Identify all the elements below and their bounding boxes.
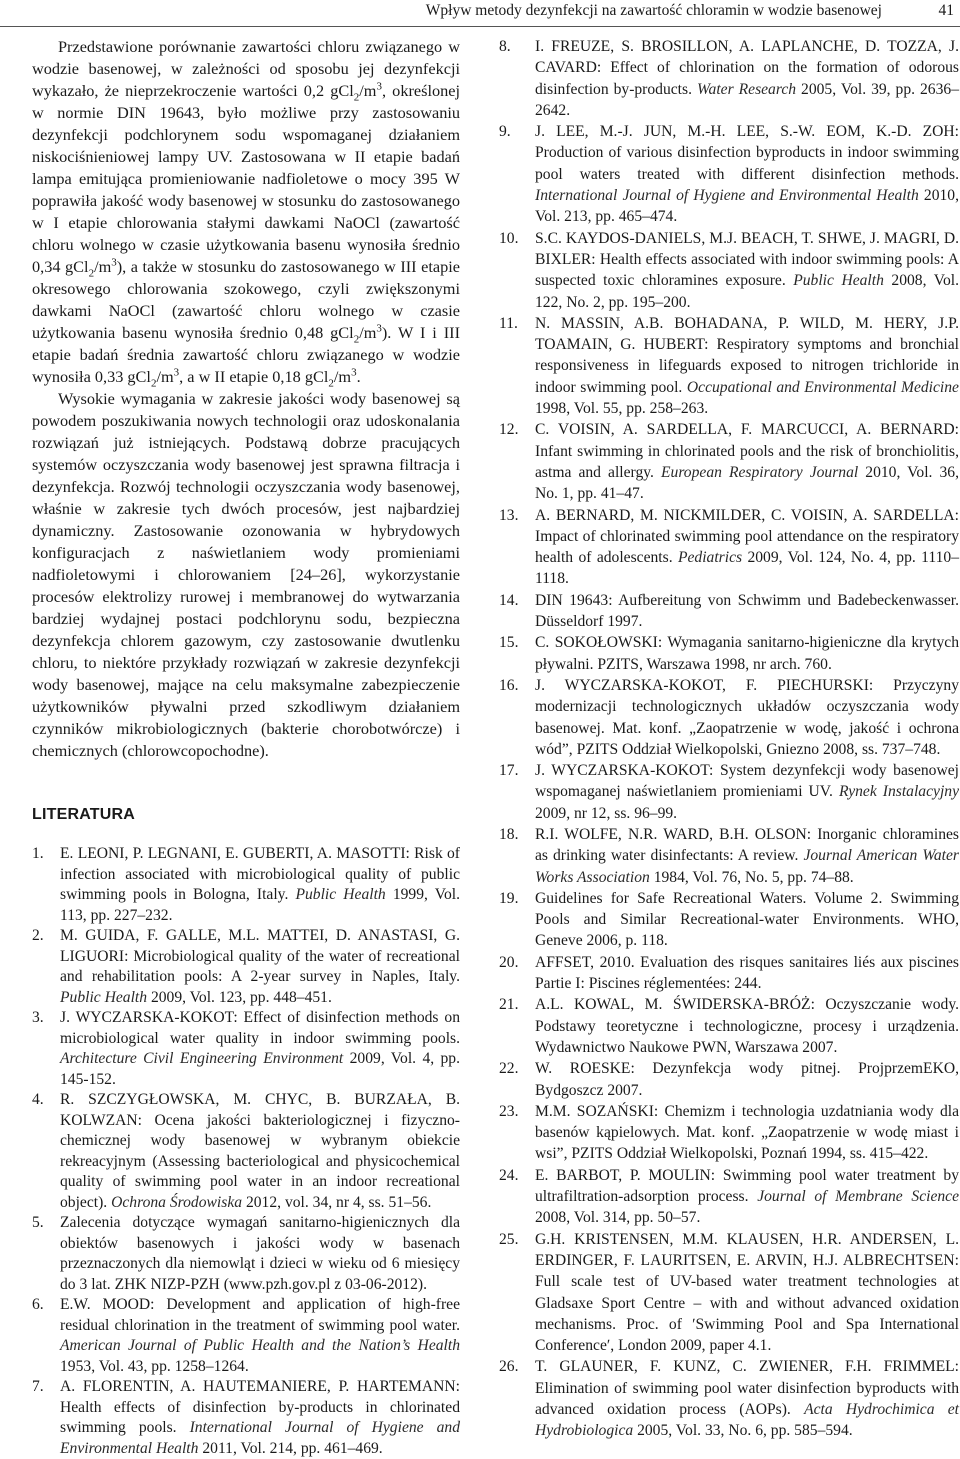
reference-details: 2010, Vol. 36, No. 1, pp. 41–47.	[535, 463, 959, 503]
reference-item	[499, 590, 959, 633]
running-title: Wpływ metody dezynfekcji na zawartość chloramin w wodzie basenowej	[425, 2, 882, 19]
reference-number: 6.	[32, 1296, 44, 1313]
reference-number: 25.	[499, 1230, 519, 1248]
reference-text	[535, 313, 959, 419]
references-list-right	[499, 36, 959, 1442]
subscript: 2	[328, 377, 334, 390]
reference-item	[499, 1058, 959, 1101]
reference-body: A. BERNARD, M. NICKMILDER, C. VOISIN, A. SARDELLA: Impact of chlorinated swimming pool attendance on the respiratory health of adolescents.	[535, 506, 959, 567]
reference-text	[535, 1229, 959, 1357]
reference-item	[499, 632, 959, 675]
reference-item	[499, 888, 959, 952]
reference-number: 20.	[499, 953, 519, 971]
reference-text	[60, 1295, 460, 1377]
reference-item	[499, 36, 959, 121]
reference-item	[32, 844, 460, 926]
reference-number: 7.	[32, 1378, 44, 1395]
reference-body: J. WYCZARSKA-KOKOT: System dezynfekcji wody basenowej wspomaganej naświetlaniem promieniami UV.	[535, 762, 959, 801]
reference-body: J. WYCZARSKA-KOKOT: Effect of disinfection methods on microbiological water quality in indoor swimming pools.	[60, 1009, 460, 1047]
reference-text	[60, 1090, 460, 1213]
reference-text	[535, 888, 959, 952]
reference-details: 2008, Vol. 314, pp. 50–57.	[535, 1209, 701, 1227]
reference-source: Occupational and Environmental Medicine	[686, 378, 959, 396]
reference-details: 2009, nr 12, ss. 96–99.	[535, 804, 678, 822]
reference-number: 10.	[499, 229, 519, 247]
reference-text	[535, 1165, 959, 1229]
reference-source: Journal American Water Works Association	[535, 847, 959, 886]
reference-number: 18.	[499, 825, 519, 843]
reference-number: 26.	[499, 1358, 519, 1376]
reference-text	[535, 36, 959, 121]
reference-text	[535, 632, 959, 675]
body-paragraph	[32, 36, 460, 388]
reference-text	[535, 994, 959, 1058]
reference-item	[499, 760, 959, 824]
reference-text	[535, 228, 959, 313]
reference-source: Public Health	[793, 272, 884, 290]
reference-number: 16.	[499, 676, 519, 694]
reference-body: N. MASSIN, A.B. BOHADANA, P. WILD, M. HERY, J.P. TOAMAIN, G. HUBERT: Respiratory symptoms and bronchial responsiveness in lifeguards exposed to nitrogen trichloride in indoor swimming pool.	[535, 314, 959, 396]
reference-item	[499, 121, 959, 227]
reference-text	[535, 1356, 959, 1441]
reference-details: 2005, Vol. 33, No. 6, pp. 585–594.	[633, 1422, 853, 1440]
reference-body: I. FREUZE, S. BROSILLON, A. LAPLANCHE, D. TOZZA, J. CAVARD: Effect of chlorination on the formation of odorous disinfection by-products.	[535, 38, 959, 98]
reference-item	[499, 675, 959, 760]
reference-details: 2008, Vol. 122, No. 2, pp. 195–200.	[535, 272, 959, 311]
body-text	[32, 36, 460, 762]
reference-details: 2012, vol. 34, nr 4, ss. 51–56.	[242, 1193, 432, 1211]
reference-number: 9.	[499, 123, 511, 141]
reference-item	[499, 228, 959, 313]
reference-text	[60, 1008, 460, 1090]
text-run: .	[356, 367, 361, 386]
reference-text	[60, 1213, 460, 1295]
reference-body: E. LEONI, P. LEGNANI, E. GUBERTI, A. MASOTTI: Risk of infection associated with microbiological quality of public swimming pools in Bologna, Italy.	[60, 845, 460, 903]
reference-body: T. GLAUNER, F. KUNZ, C. ZWIENER, F.H. FRIMMEL: Elimination of swimming pool water disinfection byproducts with advanced oxidation process (AOPs).	[535, 1358, 959, 1418]
reference-item	[499, 1229, 959, 1357]
reference-body: M. GUIDA, F. GALLE, M.L. MATTEI, D. ANASTASI, G. LIGUORI: Microbiological quality of the water of recreational and rehabilitation pools: A 2-year survey in Naples, Italy.	[60, 927, 460, 985]
reference-details: 1998, Vol. 55, pp. 258–263.	[535, 400, 709, 418]
reference-item	[499, 952, 959, 995]
reference-details: 2009, Vol. 123, pp. 448–451.	[147, 988, 332, 1006]
reference-body: E.W. MOOD: Development and application of high-free residual chlorination in the treatment of swimming pool water.	[60, 1296, 460, 1334]
reference-text	[535, 1101, 959, 1165]
reference-details: 2005, Vol. 39, pp. 2636–2642.	[535, 80, 959, 119]
reference-number: 2.	[32, 927, 44, 944]
text-run: Przedstawione porównanie zawartości chloru związanego w wodzie basenowej, w zależności od sposobu jej dezynfekcji wykazało, że nieprzekroczenie wartości 0,2 gCl	[32, 37, 460, 100]
reference-number: 22.	[499, 1060, 519, 1078]
reference-text	[535, 121, 959, 227]
reference-item	[32, 1295, 460, 1377]
reference-body: A. FLORENTIN, A. HAUTEMANIERE, P. HARTEMANN: Health effects of disinfection by-products in chlorinated swimming pools.	[60, 1378, 460, 1436]
reference-number: 21.	[499, 996, 519, 1014]
reference-number: 17.	[499, 762, 519, 780]
text-run: , określonej w normie DIN 19643, było możliwe przy zastosowaniu dezynfekcji podchlorynem sodu wspomaganej działaniem niskociśnieniowej lampy UV. Zastosowana w II etapie badań lampa emitująca promieniowanie nadfioletowe o mocy 395 W poprawiła jakość wody basenowej w stosunku do zastosowanego w I etapie chlorowania stałymi dawkami NaOCl (zawartość chloru wolnego w czasie użytkowania basenu wynosiła średnio 0,34 gCl	[32, 81, 461, 276]
references-list-left	[32, 844, 460, 1459]
reference-item	[32, 1008, 460, 1090]
reference-item	[32, 1377, 460, 1459]
reference-number: 15.	[499, 634, 519, 652]
reference-source: Rynek Instalacyjny	[838, 783, 959, 801]
reference-source: Ochrona Środowiska	[111, 1193, 243, 1211]
reference-details: 1999, Vol. 113, pp. 227–232.	[60, 886, 460, 924]
reference-body: W. ROESKE: Dezynfekcja wody pitnej. ProjprzemEKO, Bydgoszcz 2007.	[535, 1060, 959, 1099]
text-run: ), a także w stosunku do zastosowanego w III etapie okresowego chlorowania szokowego, czyli zwiększonymi dawkami NaOCl (zawartość chloru wolnego w czasie użytkowania basenu wynosiła średnio 0,48 gCl	[32, 257, 460, 342]
reference-source: International Journal of Hygiene and Environmental Health	[535, 187, 919, 205]
left-column	[32, 36, 460, 1459]
reference-details: 2009, Vol. 124, No. 4, pp. 1110–1118.	[535, 549, 959, 588]
reference-text	[535, 952, 959, 995]
reference-source: Water Research	[696, 80, 797, 98]
reference-source: Public Health	[295, 886, 386, 903]
text-run: ). W I i III etapie badań średnia zawartość chloru związanego w wodzie wynosiła 0,33 gCl	[32, 323, 461, 386]
reference-body: Zalecenia dotyczące wymagań sanitarno-higienicznych dla obiektów basenowych i jakości wody w basenach przeznaczonych dla niemowląt i dzieci w wieku od 6 miesięcy do 3 lat. ZHK NIZP-PZH (www.pzh.gov.pl z 03-06-2012).	[60, 1214, 460, 1293]
reference-number: 11.	[499, 314, 518, 332]
text-run: /m	[359, 323, 377, 342]
reference-details: 2009, Vol. 4, pp. 145-152.	[60, 1050, 460, 1088]
right-column	[499, 36, 959, 1442]
references-heading: LITERATURA	[32, 806, 136, 823]
reference-number: 23.	[499, 1102, 519, 1120]
subscript: 2	[150, 377, 157, 390]
reference-text	[535, 824, 959, 888]
reference-text	[60, 926, 460, 1008]
text-run: , a w II etapie 0,18 gCl	[179, 367, 329, 386]
reference-number: 14.	[499, 591, 519, 609]
reference-number: 8.	[499, 38, 511, 55]
reference-item	[499, 824, 959, 888]
reference-source: Journal of Membrane Science	[757, 1188, 960, 1206]
reference-source: Architecture Civil Engineering Environment	[60, 1050, 344, 1067]
page-number: 41	[938, 2, 954, 19]
superscript: 3	[111, 256, 117, 269]
reference-item	[32, 1213, 460, 1295]
reference-source: European Respiratory Journal	[661, 463, 859, 481]
superscript: 3	[376, 80, 382, 93]
reference-source: Pediatrics	[677, 549, 743, 567]
superscript: 3	[173, 366, 180, 379]
reference-item	[499, 1101, 959, 1165]
reference-item	[32, 1090, 460, 1213]
reference-body: E. BARBOT, P. MOULIN: Swimming pool water treatment by ultrafiltration-adsorption process.	[535, 1166, 959, 1206]
reference-body: J. LEE, M.-J. JUN, M.-H. LEE, S.-W. EOM, K.-D. ZOH: Production of various disinfection byproducts in indoor swimming pool waters treated with different disinfection methods.	[535, 123, 959, 183]
text-run: /m	[156, 367, 174, 386]
reference-text	[535, 419, 959, 504]
subscript: 2	[88, 267, 95, 280]
reference-body: R.I. WOLFE, N.R. WARD, B.H. OLSON: Inorganic chloramines as drinking water disinfectants: A review.	[535, 825, 959, 865]
reference-text	[60, 1377, 460, 1459]
reference-body: J. WYCZARSKA-KOKOT, F. PIECHURSKI: Przyczyny modernizacji technologicznych układów oczyszczania wody basenowej. Mat. konf. „Zaopatrzenie w wodę, jakość i ochrona wód”, PZITS Oddział Wielkopolski, Gniezno 2008, ss. 737–748.	[535, 676, 959, 758]
reference-text	[60, 844, 460, 926]
reference-number: 13.	[499, 506, 519, 524]
reference-item	[32, 926, 460, 1008]
body-paragraph	[32, 388, 460, 762]
superscript: 3	[376, 322, 382, 335]
reference-number: 5.	[32, 1214, 44, 1231]
reference-body: DIN 19643: Aufbereitung von Schwimm und Badebeckenwasser. Düsseldorf 1997.	[535, 591, 959, 631]
reference-source: American Journal of Public Health and the Nation’s Health	[60, 1337, 460, 1354]
reference-number: 12.	[499, 421, 519, 439]
subscript: 2	[353, 91, 360, 104]
reference-details: 1984, Vol. 76, No. 5, pp. 74–88.	[649, 868, 854, 886]
reference-item	[499, 505, 959, 590]
text-run: /m	[359, 81, 377, 100]
reference-details: 2011, Vol. 214, pp. 461–469.	[198, 1439, 383, 1457]
text-run: /m	[94, 257, 112, 276]
reference-item	[499, 419, 959, 504]
reference-text	[535, 1058, 959, 1101]
reference-body: G.H. KRISTENSEN, M.M. KLAUSEN, H.R. ANDERSEN, L. ERDINGER, F. LAURITSEN, E. ARVIN, H.J. ALBRECHTSEN: Full scale test of UV-based water treatment technologies at Gladsaxe Sport Centre – with and without advanced oxidation mechanisms. Proc. of ʹSwimming Pool and Spa International Conferenceʹ, London 2009, paper 4.1.	[535, 1230, 959, 1355]
reference-item	[499, 1356, 959, 1441]
reference-text	[535, 505, 959, 590]
reference-source: Public Health	[60, 988, 148, 1006]
reference-body: C. VOISIN, A. SARDELLA, F. MARCUCCI, A. BERNARD: Infant swimming in chlorinated pools and the risk of bronchiolitis, astma and allergy.	[535, 421, 959, 481]
reference-number: 1.	[32, 845, 44, 862]
reference-body: AFFSET, 2010. Evaluation des risques sanitaires liés aux piscines Partie I: Piscines réglementées: 244.	[535, 953, 959, 993]
reference-number: 24.	[499, 1166, 519, 1184]
subscript: 2	[353, 333, 360, 346]
reference-text	[535, 675, 959, 760]
reference-body: A.L. KOWAL, M. ŚWIDERSKA-BRÓŻ: Oczyszczanie wody. Podstawy teoretyczne i technologiczne, procesy i urządzenia. Wydawnictwo Naukowe PWN, Warszawa 2007.	[535, 996, 959, 1056]
reference-body: R. SZCZYGŁOWSKA, M. CHYC, B. BURZAŁA, B. KOLWZAN: Ocena jakości bakteriologicznej i fizyczno-chemicznej wody basenowej w wybranym obiekcie rekreacyjnym (Assessing bacteriological and physicochemical quality of swimming pool water in an indoor recreational object).	[60, 1091, 460, 1211]
reference-number: 19.	[499, 889, 519, 907]
reference-body: S.C. KAYDOS-DANIELS, M.J. BEACH, T. SHWE, J. MAGRI, D. BIXLER: Health effects associated with indoor swimming pools: A suspected toxic chloramines exposure.	[535, 229, 959, 290]
reference-number: 3.	[32, 1009, 44, 1026]
reference-body: Guidelines for Safe Recreational Waters. Volume 2. Swimming Pools and Similar Recreational-water Environments. WHO, Geneve 2006, p. 118.	[535, 889, 959, 950]
reference-item	[499, 313, 959, 419]
reference-body: C. SOKOŁOWSKI: Wymagania sanitarno-higieniczne dla krytych pływalni. PZITS, Warszawa 1998, nr arch. 760.	[535, 634, 959, 673]
reference-source: International Journal of Hygiene and Environmental Health	[60, 1419, 460, 1457]
reference-item	[499, 994, 959, 1058]
text-run: Wysokie wymagania w zakresie jakości wody basenowej są powodem poszukiwania nowych technologii oraz udoskonalania rozwiązań już istniejących. Podstawą dobrze pracujących systemów oczyszczania wody basenowej jest sprawna filtracja i dezynfekcja. Rozwój technologii oczyszczania wody basenowej, właśnie w zakresie tych dwóch procesów, jest najbardziej dynamiczny. Zastosowanie ozonowania w hybrydowych konfiguracjach z naświetlaniem wody promieniami nadfioletowymi i chlorowaniem [24–26], wykorzystanie procesów elektrolizy rurowej i membranowej do wytwarzania bardziej wydajnej postaci podchlorynu sodu, bezpieczna dezynfekcja chlorem gazowym, czy zastosowanie dwutlenku chloru, to niektóre przykłady rozwiązań w zakresie dezynfekcji wody basenowej, mające na celu maksymalne zabezpieczenie użytkowników pływalni przed szkodliwym działaniem czynników mikrobiologicznych (bakterie chorobotwórcze) i chemicznych (chlorowcopochodne).	[32, 389, 460, 760]
text-run: /m	[333, 367, 352, 386]
reference-details: 2010, Vol. 213, pp. 465–474.	[535, 187, 959, 226]
reference-text	[535, 760, 959, 824]
reference-source: Acta Hydrochimica et Hydrobiologica	[535, 1401, 959, 1440]
reference-number: 4.	[32, 1091, 44, 1108]
running-header	[0, 0, 960, 27]
reference-body: M.M. SOZAŃSKI: Chemizm i technologia uzdatniania wody dla basenów kąpielowych. Mat. konf. „Zaopatrzenie w wodę miast i wsi”, PZITS Oddział Wielkopolski, Poznań 1994, ss. 415–422.	[535, 1102, 959, 1163]
reference-item	[499, 1165, 959, 1229]
reference-details: 1953, Vol. 43, pp. 1258–1264.	[60, 1357, 249, 1375]
superscript: 3	[351, 366, 357, 379]
reference-text	[535, 590, 959, 633]
